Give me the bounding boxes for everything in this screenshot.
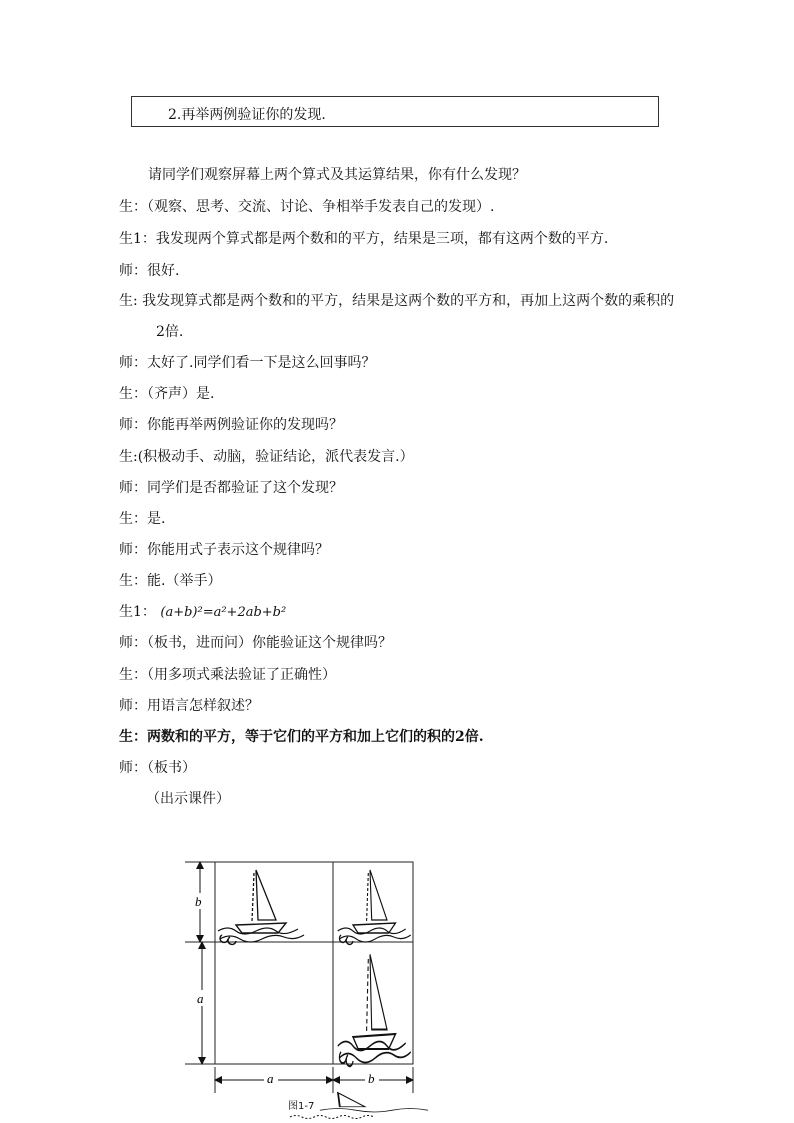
text-line-7: 生：（齐声）是. xyxy=(119,386,215,402)
figure-caption: 图1-7 xyxy=(288,1101,315,1112)
label-b-bottom: b xyxy=(368,1071,375,1086)
text-line-13: 生：能.（举手） xyxy=(119,573,222,589)
text-line-5-continued: 2倍. xyxy=(156,324,184,340)
text-line-4: 师：很好. xyxy=(119,263,180,279)
label-b-left: b xyxy=(195,894,202,909)
boxed-note xyxy=(131,96,659,127)
text-line-11: 生：是. xyxy=(119,511,166,527)
text-line-14 xyxy=(119,603,286,622)
text-line-16: 生：（用多项式乘法验证了正确性） xyxy=(119,667,336,683)
text-line-12: 师：你能用式子表示这个规律吗？ xyxy=(119,542,329,558)
text-line-6: 师：太好了.同学们看一下是这么回事吗？ xyxy=(119,355,376,371)
sailboat-icon-partial xyxy=(320,1093,428,1112)
text-line-2: 生：（观察、思考、交流、讨论、争相举手发表自己的发现）. xyxy=(119,199,495,215)
text-line-20: （出示课件） xyxy=(146,791,230,807)
speaker-label: 生1： xyxy=(119,604,156,620)
sailboat-icon-top-right xyxy=(338,870,411,944)
square-figure xyxy=(180,855,430,1123)
text-line-17: 师：用语言怎样叙述？ xyxy=(119,698,259,714)
text-line-19: 师：（板书） xyxy=(119,760,196,776)
text-line-18: 生：两数和的平方，等于它们的平方和加上它们的积的2倍. xyxy=(119,729,484,745)
text-line-9: 生:(积极动手、动脑，验证结论，派代表发言.） xyxy=(119,449,414,465)
text-line-10: 师：同学们是否都验证了这个发现？ xyxy=(119,480,343,496)
boxed-note-text: 2.再举两例验证你的发现. xyxy=(168,107,326,123)
text-line-5: 生: 我发现算式都是两个数和的平方，结果是这两个数的平方和，再加上这两个数的乘积的 xyxy=(119,293,675,309)
label-a-left: a xyxy=(197,991,204,1006)
sailboat-icon-top-left xyxy=(218,870,304,944)
text-line-3: 生1：我发现两个算式都是两个数和的平方，结果是三项，都有这两个数的平方. xyxy=(119,231,609,247)
text-line-8: 师：你能再举两例验证你的发现吗？ xyxy=(119,417,343,433)
text-line-15: 师：（板书，进而问）你能验证这个规律吗？ xyxy=(119,635,392,651)
outer-square xyxy=(215,862,413,1064)
label-a-bottom: a xyxy=(267,1071,274,1086)
formula-square-of-sum: (a+b)²=a²+2ab+b² xyxy=(160,605,287,620)
sailboat-icon-bottom-right xyxy=(338,955,411,1067)
text-line-1: 请同学们观察屏幕上两个算式及其运算结果，你有什么发现？ xyxy=(148,167,526,183)
